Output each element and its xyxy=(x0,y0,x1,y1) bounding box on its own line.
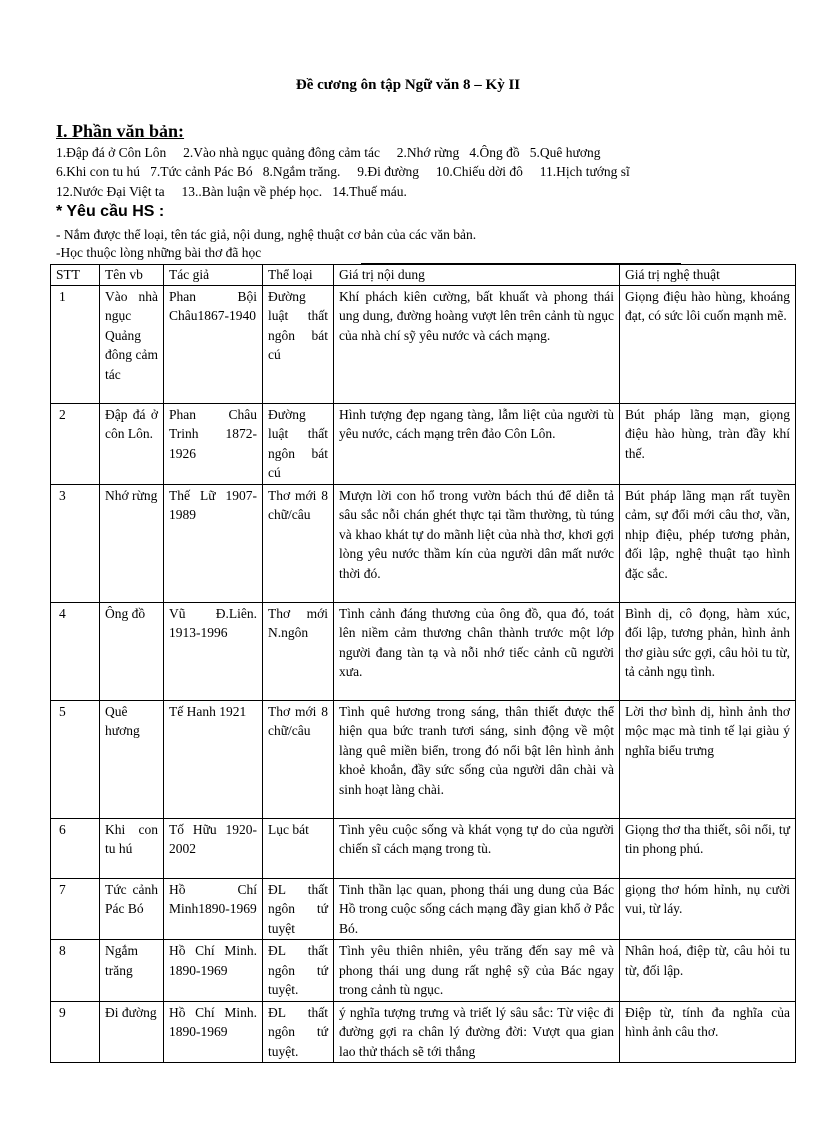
cell-title: Khi con tu hú xyxy=(100,818,164,878)
cell-title: Nhớ rừng xyxy=(100,484,164,602)
cell-stt: 6 xyxy=(51,818,100,878)
cell-author: Thế Lữ 1907-1989 xyxy=(164,484,263,602)
cell-stt: 4 xyxy=(51,602,100,700)
document-title: Đề cương ôn tập Ngữ văn 8 – Kỳ II xyxy=(295,77,521,93)
cell-title: Quê hương xyxy=(100,700,164,818)
cell-author: Phan Châu Trinh 1872-1926 xyxy=(164,403,263,484)
requirement-line: - Nắm được thể loại, tên tác giả, nội dung, nghệ thuật cơ bản của các văn bản. xyxy=(56,227,477,242)
cell-stt: 2 xyxy=(51,403,100,484)
works-list-line: 6.Khi con tu hú 7.Tức cảnh Pác Bó 8.Ngắm trăng. 9.Đi đường 10.Chiếu dời đô 11.Hịch tướng sĩ xyxy=(56,164,630,179)
header-content-value: Giá trị nội dung xyxy=(334,265,620,286)
cell-author: Hồ Chí Minh. 1890-1969 xyxy=(164,1001,263,1063)
cell-genre: Lục bát xyxy=(263,818,334,878)
table-row xyxy=(51,285,796,403)
cell-content: Tình cảnh đáng thương của ông đồ, qua đó, toát lên niềm cảm thương chân thành trước một lớp người đang tàn tạ và nỗi nhớ tiếc cảnh cũ người xưa. xyxy=(334,602,620,700)
cell-art: Lời thơ bình dị, hình ảnh thơ mộc mạc mà tinh tế lại giàu ý nghĩa biểu trưng xyxy=(620,700,796,818)
cell-stt: 8 xyxy=(51,940,100,1002)
table-row xyxy=(51,484,796,602)
cell-title: Ngắm trăng xyxy=(100,940,164,1002)
cell-art: Bút pháp lãng mạn rất tuyền cảm, sự đổi mới câu thơ, vần, nhịp điệu, phép tương phản, đối lập, nghệ thuật tạo hình đặc sắc. xyxy=(620,484,796,602)
cell-author: Vũ Đ.Liên. 1913-1996 xyxy=(164,602,263,700)
cell-genre: Đường luật thất ngôn bát cú xyxy=(263,285,334,403)
cell-stt: 3 xyxy=(51,484,100,602)
cell-genre: Thơ mới N.ngôn xyxy=(263,602,334,700)
table-row xyxy=(51,602,796,700)
cell-title: Đi đường xyxy=(100,1001,164,1063)
cell-content: ý nghĩa tượng trưng và triết lý sâu sắc: Từ việc đi đường gợi ra chân lý đường đời: Vượt qua gian lao thử thách sẽ tới thắng xyxy=(334,1001,620,1063)
header-title: Tên vb xyxy=(100,265,164,286)
cell-genre: ĐL thất ngôn tứ tuyệt. xyxy=(263,1001,334,1063)
works-list-line: 12.Nước Đại Việt ta 13..Bàn luận về phép học. 14.Thuế máu. xyxy=(56,184,407,199)
cell-genre: Đường luật thất ngôn bát cú xyxy=(263,403,334,484)
cell-author: Hồ Chí Minh1890-1969 xyxy=(164,878,263,940)
cell-genre: Thơ mới 8 chữ/câu xyxy=(263,484,334,602)
cell-art: Điệp từ, tính đa nghĩa của hình ảnh câu thơ. xyxy=(620,1001,796,1063)
cell-content: Mượn lời con hổ trong vườn bách thú để diễn tả sâu sắc nỗi chán ghét thực tại tầm thường, tù túng và khao khát tự do mãnh liệt của nhà thơ, khơi gợi lòng yêu nước thầm kín của người dân mất nước thời đó. xyxy=(334,484,620,602)
cell-author: Hồ Chí Minh. 1890-1969 xyxy=(164,940,263,1002)
cell-stt: 9 xyxy=(51,1001,100,1063)
header-author: Tác giả xyxy=(164,265,263,286)
cell-stt: 1 xyxy=(51,285,100,403)
cell-title: Ông đồ xyxy=(100,602,164,700)
table-row xyxy=(51,700,796,818)
table-header-row xyxy=(51,265,796,286)
cell-art: giọng thơ hóm hỉnh, nụ cười vui, từ láy. xyxy=(620,878,796,940)
requirements-heading: * Yêu cầu HS : xyxy=(56,203,165,220)
cell-content: Tình yêu cuộc sống và khát vọng tự do của người chiến sĩ cách mạng trong tù. xyxy=(334,818,620,878)
cell-art: Giọng thơ tha thiết, sôi nổi, tự tin phong phú. xyxy=(620,818,796,878)
cell-title: Tức cảnh Pác Bó xyxy=(100,878,164,940)
literature-table xyxy=(50,264,796,1063)
cell-genre: Thơ mới 8 chữ/câu xyxy=(263,700,334,818)
cell-author: Tố Hữu 1920- 2002 xyxy=(164,818,263,878)
cell-art: Bình dị, cô đọng, hàm xúc, đối lập, tương phản, hình ảnh thơ giàu sức gợi, câu hỏi tu từ, tả cảnh ngụ tình. xyxy=(620,602,796,700)
cell-genre: ĐL thất ngôn tứ tuyệt xyxy=(263,878,334,940)
cell-art: Nhân hoá, điệp từ, câu hỏi tu từ, đối lập. xyxy=(620,940,796,1002)
table-row xyxy=(51,403,796,484)
cell-author: Tế Hanh 1921 xyxy=(164,700,263,818)
cell-title: Vào nhà ngục Quảng đông cảm tác xyxy=(100,285,164,403)
header-art-value: Giá trị nghệ thuật xyxy=(620,265,796,286)
cell-title: Đập đá ở côn Lôn. xyxy=(100,403,164,484)
cell-content: Tình quê hương trong sáng, thân thiết được thể hiện qua bức tranh tươi sáng, sinh động về một làng quê miền biển, trong đó nổi bật lên hình ảnh khoẻ khoắn, đầy sức sống của người dân chài và sinh hoạt làng chài. xyxy=(334,700,620,818)
cell-stt: 7 xyxy=(51,878,100,940)
cell-genre: ĐL thất ngôn tứ tuyệt. xyxy=(263,940,334,1002)
cell-author: Phan Bội Châu1867-1940 xyxy=(164,285,263,403)
cell-content: Tinh thần lạc quan, phong thái ung dung của Bác Hồ trong cuộc sống cách mạng đầy gian khổ ở Pắc Bó. xyxy=(334,878,620,940)
requirement-line: -Học thuộc lòng những bài thơ đã học xyxy=(56,245,262,260)
cell-art: Giọng điệu hào hùng, khoáng đạt, có sức lôi cuốn mạnh mẽ. xyxy=(620,285,796,403)
works-list-line: 1.Đập đá ở Côn Lôn 2.Vào nhà ngục quảng đông cảm tác 2.Nhớ rừng 4.Ông đồ 5.Quê hương xyxy=(56,145,601,160)
cell-content: Hình tượng đẹp ngang tàng, lẫm liệt của người tù yêu nước, cách mạng trên đảo Côn Lôn. xyxy=(334,403,620,484)
header-stt: STT xyxy=(51,265,100,286)
table-row xyxy=(51,1001,796,1063)
table-row xyxy=(51,940,796,1002)
cell-content: Khí phách kiên cường, bất khuất và phong thái ung dung, đường hoàng vượt lên trên cảnh tù ngục của nhà chí sỹ yêu nước và cách mạng. xyxy=(334,285,620,403)
table-row xyxy=(51,818,796,878)
header-genre: Thể loại xyxy=(263,265,334,286)
cell-stt: 5 xyxy=(51,700,100,818)
table-row xyxy=(51,878,796,940)
section-heading: I. Phần văn bản: xyxy=(56,121,185,141)
cell-content: Tình yêu thiên nhiên, yêu trăng đến say mê và phong thái ung dung rất nghệ sỹ của Bác ngay trong cảnh tù ngục. xyxy=(334,940,620,1002)
cell-art: Bút pháp lãng mạn, giọng điệu hào hùng, tràn đầy khí thế. xyxy=(620,403,796,484)
